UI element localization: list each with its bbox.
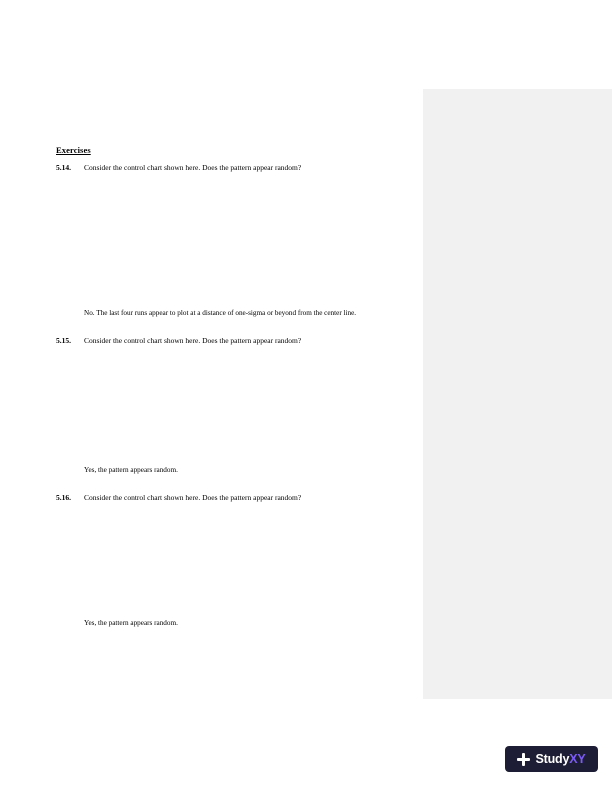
problem-answer: Yes, the pattern appears random. xyxy=(84,466,178,474)
watermark-label xyxy=(535,752,585,766)
control-chart-figure xyxy=(84,506,404,612)
problem-number: 5.14. xyxy=(56,163,71,172)
problem-answer: No. The last four runs appear to plot at a distance of one-sigma or beyond from the center line. xyxy=(84,309,357,317)
problem-prompt: Consider the control chart shown here. Does the pattern appear random? xyxy=(84,336,302,345)
watermark-name-primary: Study xyxy=(535,752,570,766)
plus-icon xyxy=(517,753,530,766)
watermark-name-accent: XY xyxy=(569,752,586,766)
control-chart-figure xyxy=(84,349,404,459)
side-panel-overlay xyxy=(423,89,612,699)
problem-number: 5.16. xyxy=(56,493,71,502)
section-title: Exercises xyxy=(56,145,91,155)
problem-prompt: Consider the control chart shown here. Does the pattern appear random? xyxy=(84,163,302,172)
studyxy-watermark xyxy=(505,746,598,772)
control-chart-figure xyxy=(84,176,404,302)
problem-prompt: Consider the control chart shown here. Does the pattern appear random? xyxy=(84,493,302,502)
problem-answer: Yes, the pattern appears random. xyxy=(84,619,178,627)
problem-number: 5.15. xyxy=(56,336,71,345)
